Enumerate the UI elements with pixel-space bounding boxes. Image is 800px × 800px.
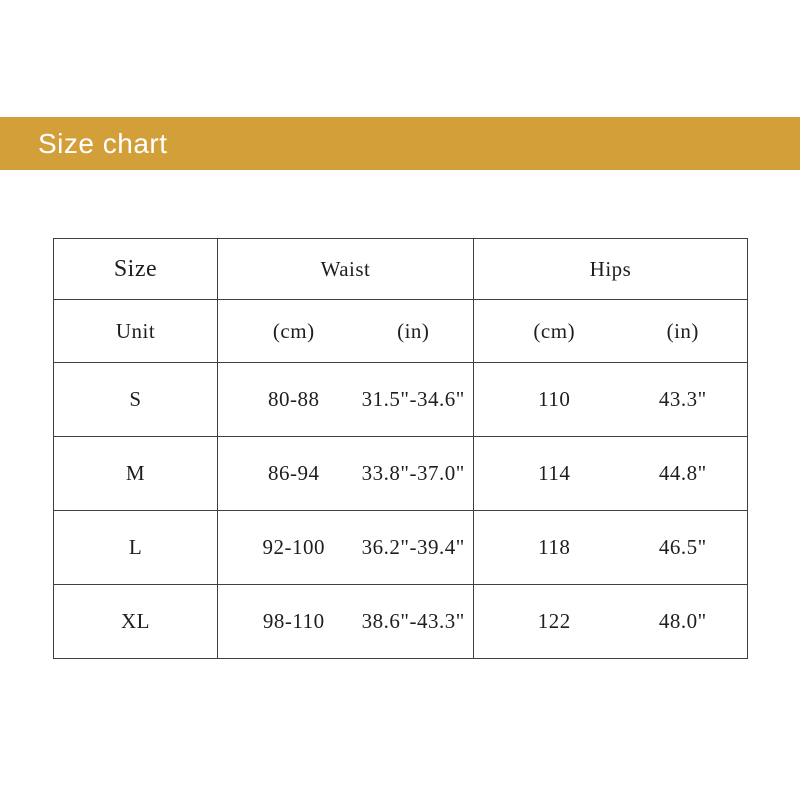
waist-values-cell — [218, 511, 474, 585]
hips-in-value: 48.0" — [658, 609, 707, 633]
waist-unit-in: (in) — [397, 318, 430, 343]
waist-in-value: 38.6"-43.3" — [361, 609, 465, 633]
hips-values-cell — [474, 437, 748, 511]
waist-cm-value: 80-88 — [268, 387, 320, 411]
header-row — [54, 239, 748, 300]
hips-unit-cm: (cm) — [533, 318, 576, 343]
page-title: Size chart — [38, 127, 168, 159]
table-row-l — [54, 511, 748, 585]
hips-unit-in: (in) — [666, 318, 699, 343]
hips-values-cell — [474, 363, 748, 437]
waist-cm-value: 92-100 — [262, 535, 325, 559]
hips-in-value: 46.5" — [658, 535, 707, 559]
hips-cm-value: 118 — [538, 535, 571, 559]
waist-in-value: 33.8"-37.0" — [361, 461, 465, 485]
unit-row — [54, 300, 748, 363]
waist-values-cell — [218, 363, 474, 437]
waist-unit-cm: (cm) — [272, 318, 315, 343]
hips-values-cell — [474, 585, 748, 659]
waist-cm-value: 86-94 — [268, 461, 320, 485]
waist-values-cell — [218, 437, 474, 511]
hips-values-cell — [474, 511, 748, 585]
size-chart-banner — [0, 117, 800, 170]
table-row-m — [54, 437, 748, 511]
col-header-waist: Waist — [218, 239, 474, 300]
col-header-size: Size — [54, 239, 218, 300]
waist-in-value: 31.5"-34.6" — [361, 387, 465, 411]
waist-in-value: 36.2"-39.4" — [361, 535, 465, 559]
size-chart-table — [53, 238, 748, 659]
waist-cm-value: 98-110 — [262, 609, 325, 633]
hips-in-value: 44.8" — [658, 461, 707, 485]
waist-values-cell — [218, 585, 474, 659]
unit-label: Unit — [54, 300, 218, 363]
size-label: XL — [54, 585, 218, 659]
hips-cm-value: 122 — [537, 609, 571, 633]
size-label: M — [54, 437, 218, 511]
hips-cm-value: 110 — [538, 387, 571, 411]
size-label: S — [54, 363, 218, 437]
table-row-xl — [54, 585, 748, 659]
size-label: L — [54, 511, 218, 585]
hips-in-value: 43.3" — [658, 387, 707, 411]
table-row-s — [54, 363, 748, 437]
hips-unit-cell — [474, 300, 748, 363]
col-header-hips: Hips — [474, 239, 748, 300]
waist-unit-cell — [218, 300, 474, 363]
hips-cm-value: 114 — [538, 461, 571, 485]
